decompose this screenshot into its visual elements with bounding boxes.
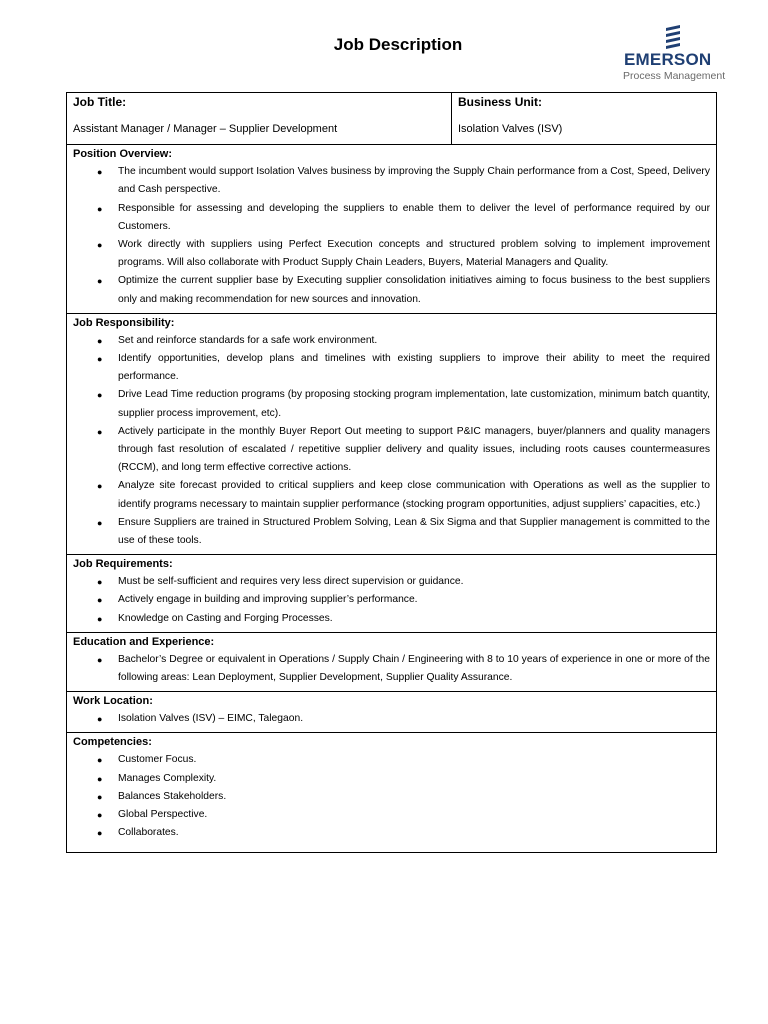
bullet-icon: ● [97,755,103,766]
list-item [73,200,710,236]
list-item-text: Set and reinforce standards for a safe work environment. [118,334,378,346]
education-experience-section [67,632,717,691]
emerson-logo-icon [662,24,684,50]
position-overview-row [67,145,717,314]
bullet-icon: ● [97,167,103,178]
position-overview-section [67,145,717,314]
list-item-text: The incumbent would support Isolation Valves business by improving the Supply Chain performance from a Cost, Speed, Delivery and Cash perspective. [118,166,710,196]
education-experience-list [73,651,710,687]
list-item [73,710,710,728]
section-title: Job Responsibility: [73,316,175,329]
bullet-icon: ● [97,654,103,665]
work-location-section [67,692,717,733]
logo-division: Process Management [623,70,726,82]
job-requirements-list [73,573,710,628]
job-title-cell [67,93,452,145]
list-item [73,651,710,687]
list-item-text: Ensure Suppliers are trained in Structured Problem Solving, Lean & Six Sigma and that Supplier management is committed to the use of these tools. [118,516,710,547]
list-item [73,477,710,513]
list-item [73,770,710,788]
list-item-text: Manages Complexity. [118,772,217,784]
list-item-text: Global Perspective. [118,809,208,821]
bullet-icon: ● [97,517,103,528]
list-item-text: Bachelor’s Degree or equivalent in Operations / Supply Chain / Engineering with 8 to 10 years of experience in one or more of the following areas: Lean Deployment, Supplier Development, Supplier Quality Assurance. [118,653,710,684]
job-responsibility-list [73,332,710,550]
list-item-text: Isolation Valves (ISV) – EIMC, Talegaon. [118,713,304,725]
bullet-icon: ● [97,240,103,251]
job-title-label: Job Title: [73,95,127,109]
business-unit-label: Business Unit: [458,95,543,109]
list-item [73,386,710,422]
section-title: Job Requirements: [73,558,173,571]
list-item-text: Knowledge on Casting and Forging Processes. [118,612,333,624]
list-item-text: Identify opportunities, develop plans and timelines with existing suppliers to improve their ability to meet the required performance. [118,353,710,383]
job-requirements-row [67,555,717,633]
bullet-icon: ● [97,613,103,624]
competencies-list [73,751,710,842]
bullet-icon: ● [97,577,103,588]
list-item-text: Drive Lead Time reduction programs (by proposing stocking program implementation, late customization, minimum batch quantity, supplier process improvement, etc). [118,389,710,419]
list-item [73,350,710,386]
job-responsibility-section [67,313,717,554]
list-item-text: Actively engage in building and improving supplier’s performance. [118,594,418,606]
list-item-text: Optimize the current supplier base by Executing supplier consolidation initiatives aiming to focus business to the best suppliers only and making recommendation for new sources and innovation. [118,275,710,305]
list-item [73,573,710,591]
work-location-list [73,710,710,728]
list-item-text: Actively participate in the monthly Buyer Report Out meeting to support P&IC managers, buyer/planners and quality managers through fast resolution of escalated / repetitive supplier delivery and quality issues, including roots causes countermeasures (RCCM), and long term effective corrective actions. [118,425,710,474]
section-title: Education and Experience: [73,635,215,648]
bullet-icon: ● [97,354,103,365]
business-unit-cell [452,93,717,145]
bullet-icon: ● [97,773,103,784]
bullet-icon: ● [97,276,103,287]
list-item-text: Work directly with suppliers using Perfect Execution concepts and structured problem solving to implement improvement programs. Will also collaborate with Product Supply Chain Leaders, Buyers, Material Managers and Quality. [118,239,710,269]
education-experience-row [67,632,717,691]
job-requirements-section [67,555,717,633]
list-item [73,163,710,199]
emerson-logo [620,24,732,84]
list-item [73,751,710,769]
bullet-icon: ● [97,481,103,492]
work-location-row [67,692,717,733]
competencies-row [67,733,717,852]
list-item-text: Customer Focus. [118,754,197,766]
document-title: Job Description [333,35,463,54]
competencies-section [67,733,717,852]
bullet-icon: ● [97,810,103,821]
header-row [67,93,717,145]
bullet-icon: ● [97,426,103,437]
job-responsibility-row [67,313,717,554]
section-title: Competencies: [73,736,152,749]
position-overview-list [73,163,710,309]
list-item [73,236,710,272]
bullet-icon: ● [97,828,103,839]
list-item [73,788,710,806]
list-item [73,591,710,609]
bullet-icon: ● [97,203,103,214]
list-item [73,514,710,550]
list-item-text: Collaborates. [118,827,179,839]
logo-brand: EMERSON [624,50,712,69]
bullet-icon: ● [97,595,103,606]
section-title: Work Location: [73,695,153,708]
list-item-text: Must be self-sufficient and requires very less direct supervision or guidance. [118,576,464,588]
list-item-text: Balances Stakeholders. [118,790,227,802]
job-description-table [66,92,717,853]
list-item [73,806,710,824]
list-item [73,423,710,478]
job-title-value: Assistant Manager / Manager – Supplier Development [73,123,338,135]
list-item-text: Responsible for assessing and developing the suppliers to enable them to deliver the level of performance required by our Customers. [118,202,710,232]
list-item [73,272,710,308]
list-item [73,610,710,628]
business-unit-value: Isolation Valves (ISV) [458,123,563,135]
list-item [73,332,710,350]
list-item [73,824,710,842]
bullet-icon: ● [97,714,103,725]
bullet-icon: ● [97,390,103,401]
section-title: Position Overview: [73,148,173,161]
list-item-text: Analyze site forecast provided to critical suppliers and keep close communication with Operations as well as the supplier to identify programs necessary to maintain supplier performance (stocking program opportunities, adjust suppliers’ capacities, etc.) [118,480,710,510]
bullet-icon: ● [97,791,103,802]
bullet-icon: ● [97,335,103,346]
